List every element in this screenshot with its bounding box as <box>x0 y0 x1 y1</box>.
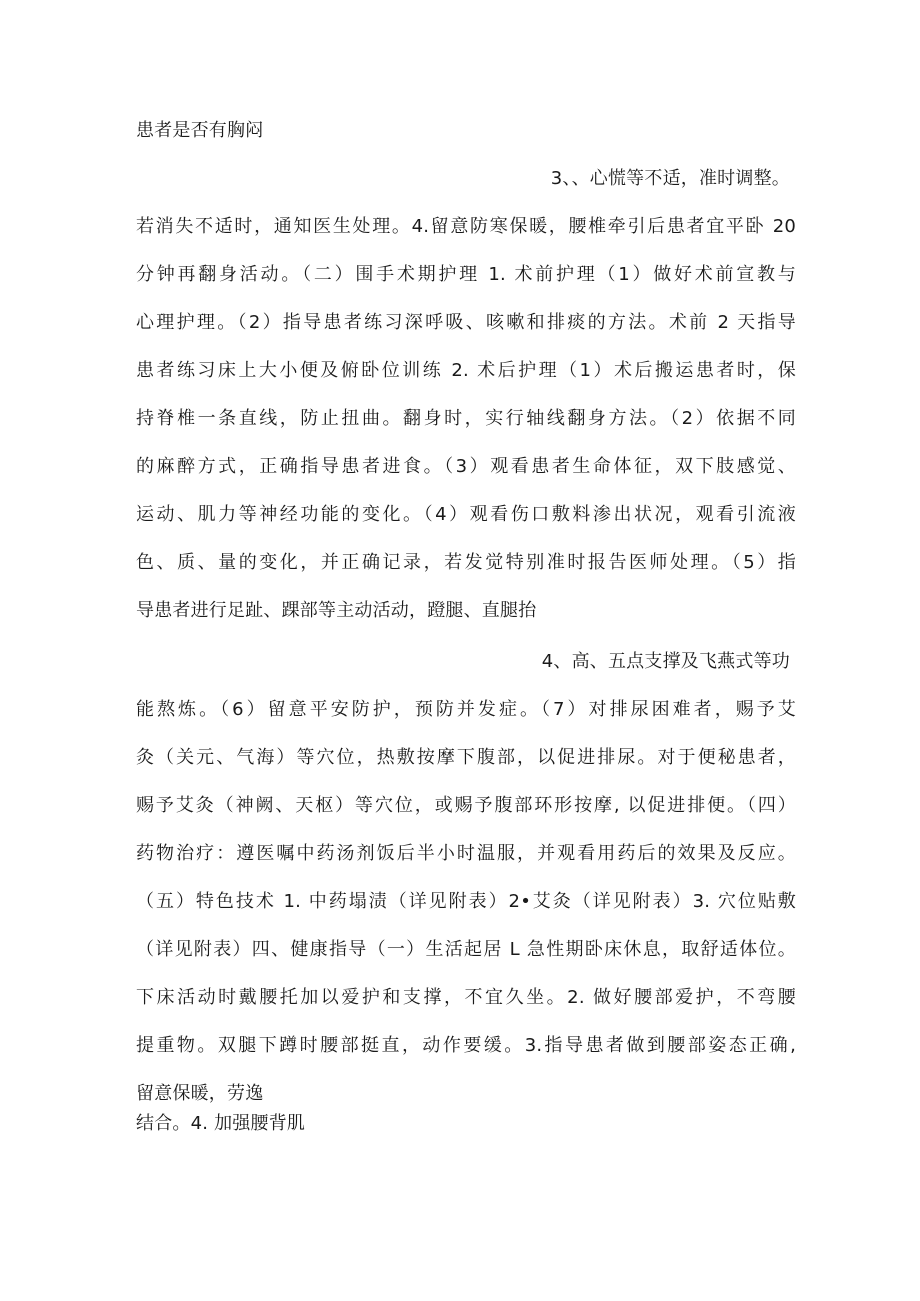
text-line-14: 灸（关元、气海）等穴位，热敷按摩下腹部，以促进排尿。对于便秘患者， <box>136 747 796 768</box>
text-line-21: 留意保暖，劳逸 <box>136 1083 264 1104</box>
text-line-15: 赐予艾灸（神阙、天枢）等穴位，或赐予腹部环形按摩, 以促进排便。（四） <box>136 795 796 816</box>
text-line-16: 药物治疗：遵医嘱中药汤剂饭后半小时温服，并观看用药后的效果及反应。 <box>136 843 796 864</box>
text-line-8: 的麻醉方式，正确指导患者进食。（3）观看患者生命体征，双下肢感觉、 <box>136 456 796 477</box>
text-line-13: 能熬炼。（6）留意平安防护，预防并发症。（7）对排尿困难者，赐予艾 <box>136 699 796 720</box>
text-line-9: 运动、肌力等神经功能的变化。（4）观看伤口敷料渗出状况，观看引流液 <box>136 504 796 525</box>
text-line-18: （详见附表）四、健康指导（一）生活起居 L 急性期卧床休息，取舒适体位。 <box>136 939 796 960</box>
text-line-7: 持脊椎一条直线，防止扭曲。翻身时，实行轴线翻身方法。（2）依据不同 <box>136 408 796 429</box>
text-line-5: 心理护理。（2）指导患者练习深呼吸、咳嗽和排痰的方法。术前 2 天指导 <box>136 312 796 333</box>
text-line-6: 患者练习床上大小便及俯卧位训练 2. 术后护理（1）术后搬运患者时，保 <box>136 360 796 381</box>
text-line-12: 4、高、五点支撑及飞燕式等功 <box>541 651 790 672</box>
text-line-1: 患者是否有胸闷 <box>136 120 264 141</box>
text-line-19: 下床活动时戴腰托加以爱护和支撑，不宜久坐。2. 做好腰部爱护，不弯腰 <box>136 987 796 1008</box>
text-line-2: 3、、心慌等不适，准时调整。 <box>550 168 790 189</box>
text-line-10: 色、质、量的变化，并正确记录，若发觉特别准时报告医师处理。（5）指 <box>136 552 796 573</box>
text-line-17: （五）特色技术 1. 中药塌渍（详见附表）2•艾灸（详见附表）3. 穴位贴敷 <box>136 891 796 912</box>
text-line-4: 分钟再翻身活动。（二）围手术期护理 1. 术前护理（1）做好术前宣教与 <box>136 264 796 285</box>
text-line-11: 导患者进行足趾、踝部等主动活动，蹬腿、直腿抬 <box>136 600 537 621</box>
text-line-3: 若消失不适时，通知医生处理。4.留意防寒保暖，腰椎牵引后患者宜平卧 20 <box>136 216 796 237</box>
text-line-20: 提重物。双腿下蹲时腰部挺直，动作要缓。3.指导患者做到腰部姿态正确, <box>136 1035 796 1056</box>
text-line-22: 结合。4. 加强腰背肌 <box>136 1113 306 1134</box>
